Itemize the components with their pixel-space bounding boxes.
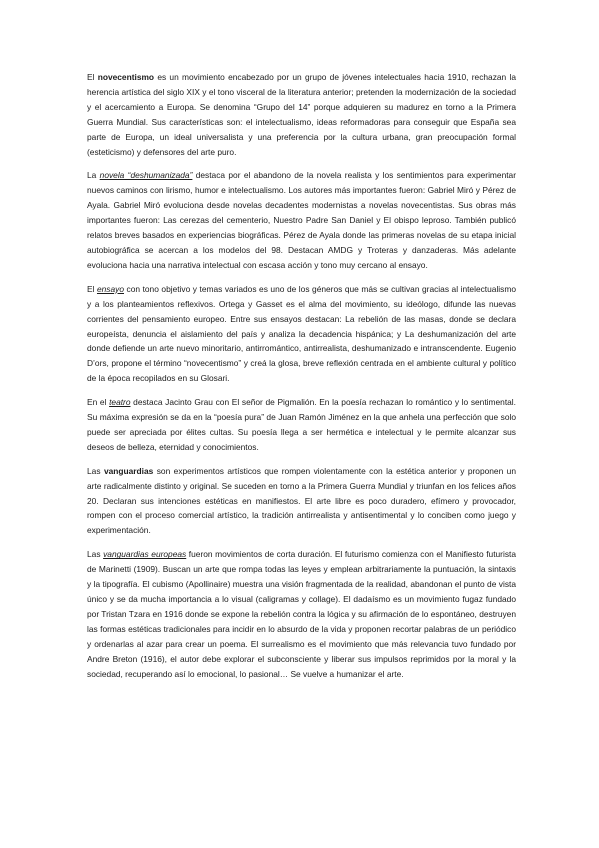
paragraph-vanguardias-europeas [87, 547, 516, 681]
text-run: fueron movimientos de corta duración. El futurismo comienza con el Manifiesto futurista de Marinetti (1909). Buscan un arte que rompa todas las leyes y emplean arbitrariamente la puntuación, la sintaxis y la tipografía. El cubismo (Apollinaire) muestra una visión fragmentada de la realidad, abandonan el punto de vista único y se da mucha importancia a lo visual (caligramas y collage). El dadaísmo es un movimiento fugaz fundado por Tristan Tzara en 1916 donde se expone la rebelión contra la lógica y su afirmación de lo espontáneo, destruyen las formas estéticas tradicionales para incidir en lo absurdo de la vida y proponen recortar palabras de un periódico y ordenarlas al azar para crear un poema. El surrealismo es el movimiento que más relevancia tuvo fundado por Andre Breton (1916), el autor debe explorar el subconsciente y liberar sus impulsos reprimidos por la moral y la sociedad, recuperando así lo emocional, lo pasional… Se vuelve a humanizar el arte. [87, 549, 516, 679]
paragraph-vanguardias [87, 464, 516, 539]
text-run: En el [87, 397, 110, 408]
text-run: Las [87, 465, 104, 476]
term-novela-deshumanizada: novela “deshumanizada” [99, 170, 193, 181]
text-run: destaca por el abandono de la novela realista y los sentimientos para experimentar nuevos caminos con lirismo, humor e intelectualismo. Los autores más importantes fueron: Gabriel Miró y Pérez de Ayala. Gabriel Miró evoluciona desde novelas decadentes modernistas a novelas novecentistas. Sus obras más importantes fueron: Las cerezas del cementerio, Nuestro Padre San Daniel y El obispo leproso. También publicó relatos breves basados en experiencias biográficas. Pérez de Ayala donde las primeras novelas de su etapa inicial autobiográfica se acercan a los modelos del 98. Destacan AMDG y Troteras y danzaderas. Más adelante evoluciona hacia una narrativa intelectual con escasa acción y tono muy cercano al ensayo. [87, 170, 516, 270]
term-teatro: teatro [109, 397, 131, 408]
term-ensayo: ensayo [96, 283, 124, 294]
text-run: con tono objetivo y temas variados es uno de los géneros que más se cultivan gracias al intelectualismo y a los planteamientos reflexivos. Ortega y Gasset es el alma del movimiento, su ideólogo, difunde las nuevas corrientes del pensamiento europeo. Entre sus ensayos destacan: La rebelión de las masas, donde se declara europeísta, denuncia el aislamiento del país y analiza la decadencia hispánica; y La deshumanización del arte donde defiende un arte nuevo minoritario, antirromántico, antirrealista, deshumanizado e intranscendente. Eugenio D’ors, propone el término “novecentismo” y creá la glosa, breve reflexión centrada en el ambiente cultural y político de la época recopilados en su Glosari. [87, 283, 516, 384]
text-run: son experimentos artísticos que rompen violentamente con la estética anterior y proponen un arte radicalmente distinto y original. Se suceden en torno a la Primera Guerra Mundial y triunfan en los felices años 20. Declaran sus intenciones estéticas en manifiestos. El arte libre es poco duradero, efímero y provocador, rompen con el proceso comercial artístico, la tradición antirrealista y antisentimental y lo conciben como juego y experimentación. [87, 465, 516, 536]
text-run: El [87, 283, 97, 294]
text-run: La [87, 170, 100, 181]
text-run: El [87, 72, 98, 82]
document-body [87, 70, 516, 690]
paragraph-novela [87, 168, 516, 272]
term-vanguardias: vanguardias [103, 465, 154, 476]
text-run: destaca Jacinto Grau con El señor de Pigmalión. En la poesía rechazan lo romántico y lo sentimental. Su máxima expresión se da en la “poesía pura” de Juan Ramón Jiménez en la que anhela una perfección que solo puede ser apreciada por élites cultas. Su poesía llega a ser hermética e intelectual y le permite alcanzar sus deseos de belleza, eternidad y conocimientos. [87, 397, 516, 452]
paragraph-novecentismo [87, 70, 516, 159]
text-run: es un movimiento encabezado por un grupo de jóvenes intelectuales hacia 1910, rechazan la herencia artística del siglo XIX y el tono visceral de la literatura anterior; pretenden la modernización de la sociedad y el acercamiento a Europa. Se denomina “Grupo del 14” porque adquieren su madurez en torno a la Primera Guerra Mundial. Sus características son: el intelectualismo, ideas reformadoras para conseguir que España sea parte de Europa, un ideal universalista y una preferencia por la cultura urbana, gran preocupación formal (esteticismo) y defensores del arte puro. [87, 72, 516, 157]
paragraph-teatro [87, 395, 516, 455]
text-run: Las [87, 549, 104, 560]
paragraph-ensayo [87, 282, 516, 386]
term-vanguardias-europeas: vanguardias europeas [103, 549, 187, 560]
term-novecentismo: novecentismo [97, 72, 155, 82]
